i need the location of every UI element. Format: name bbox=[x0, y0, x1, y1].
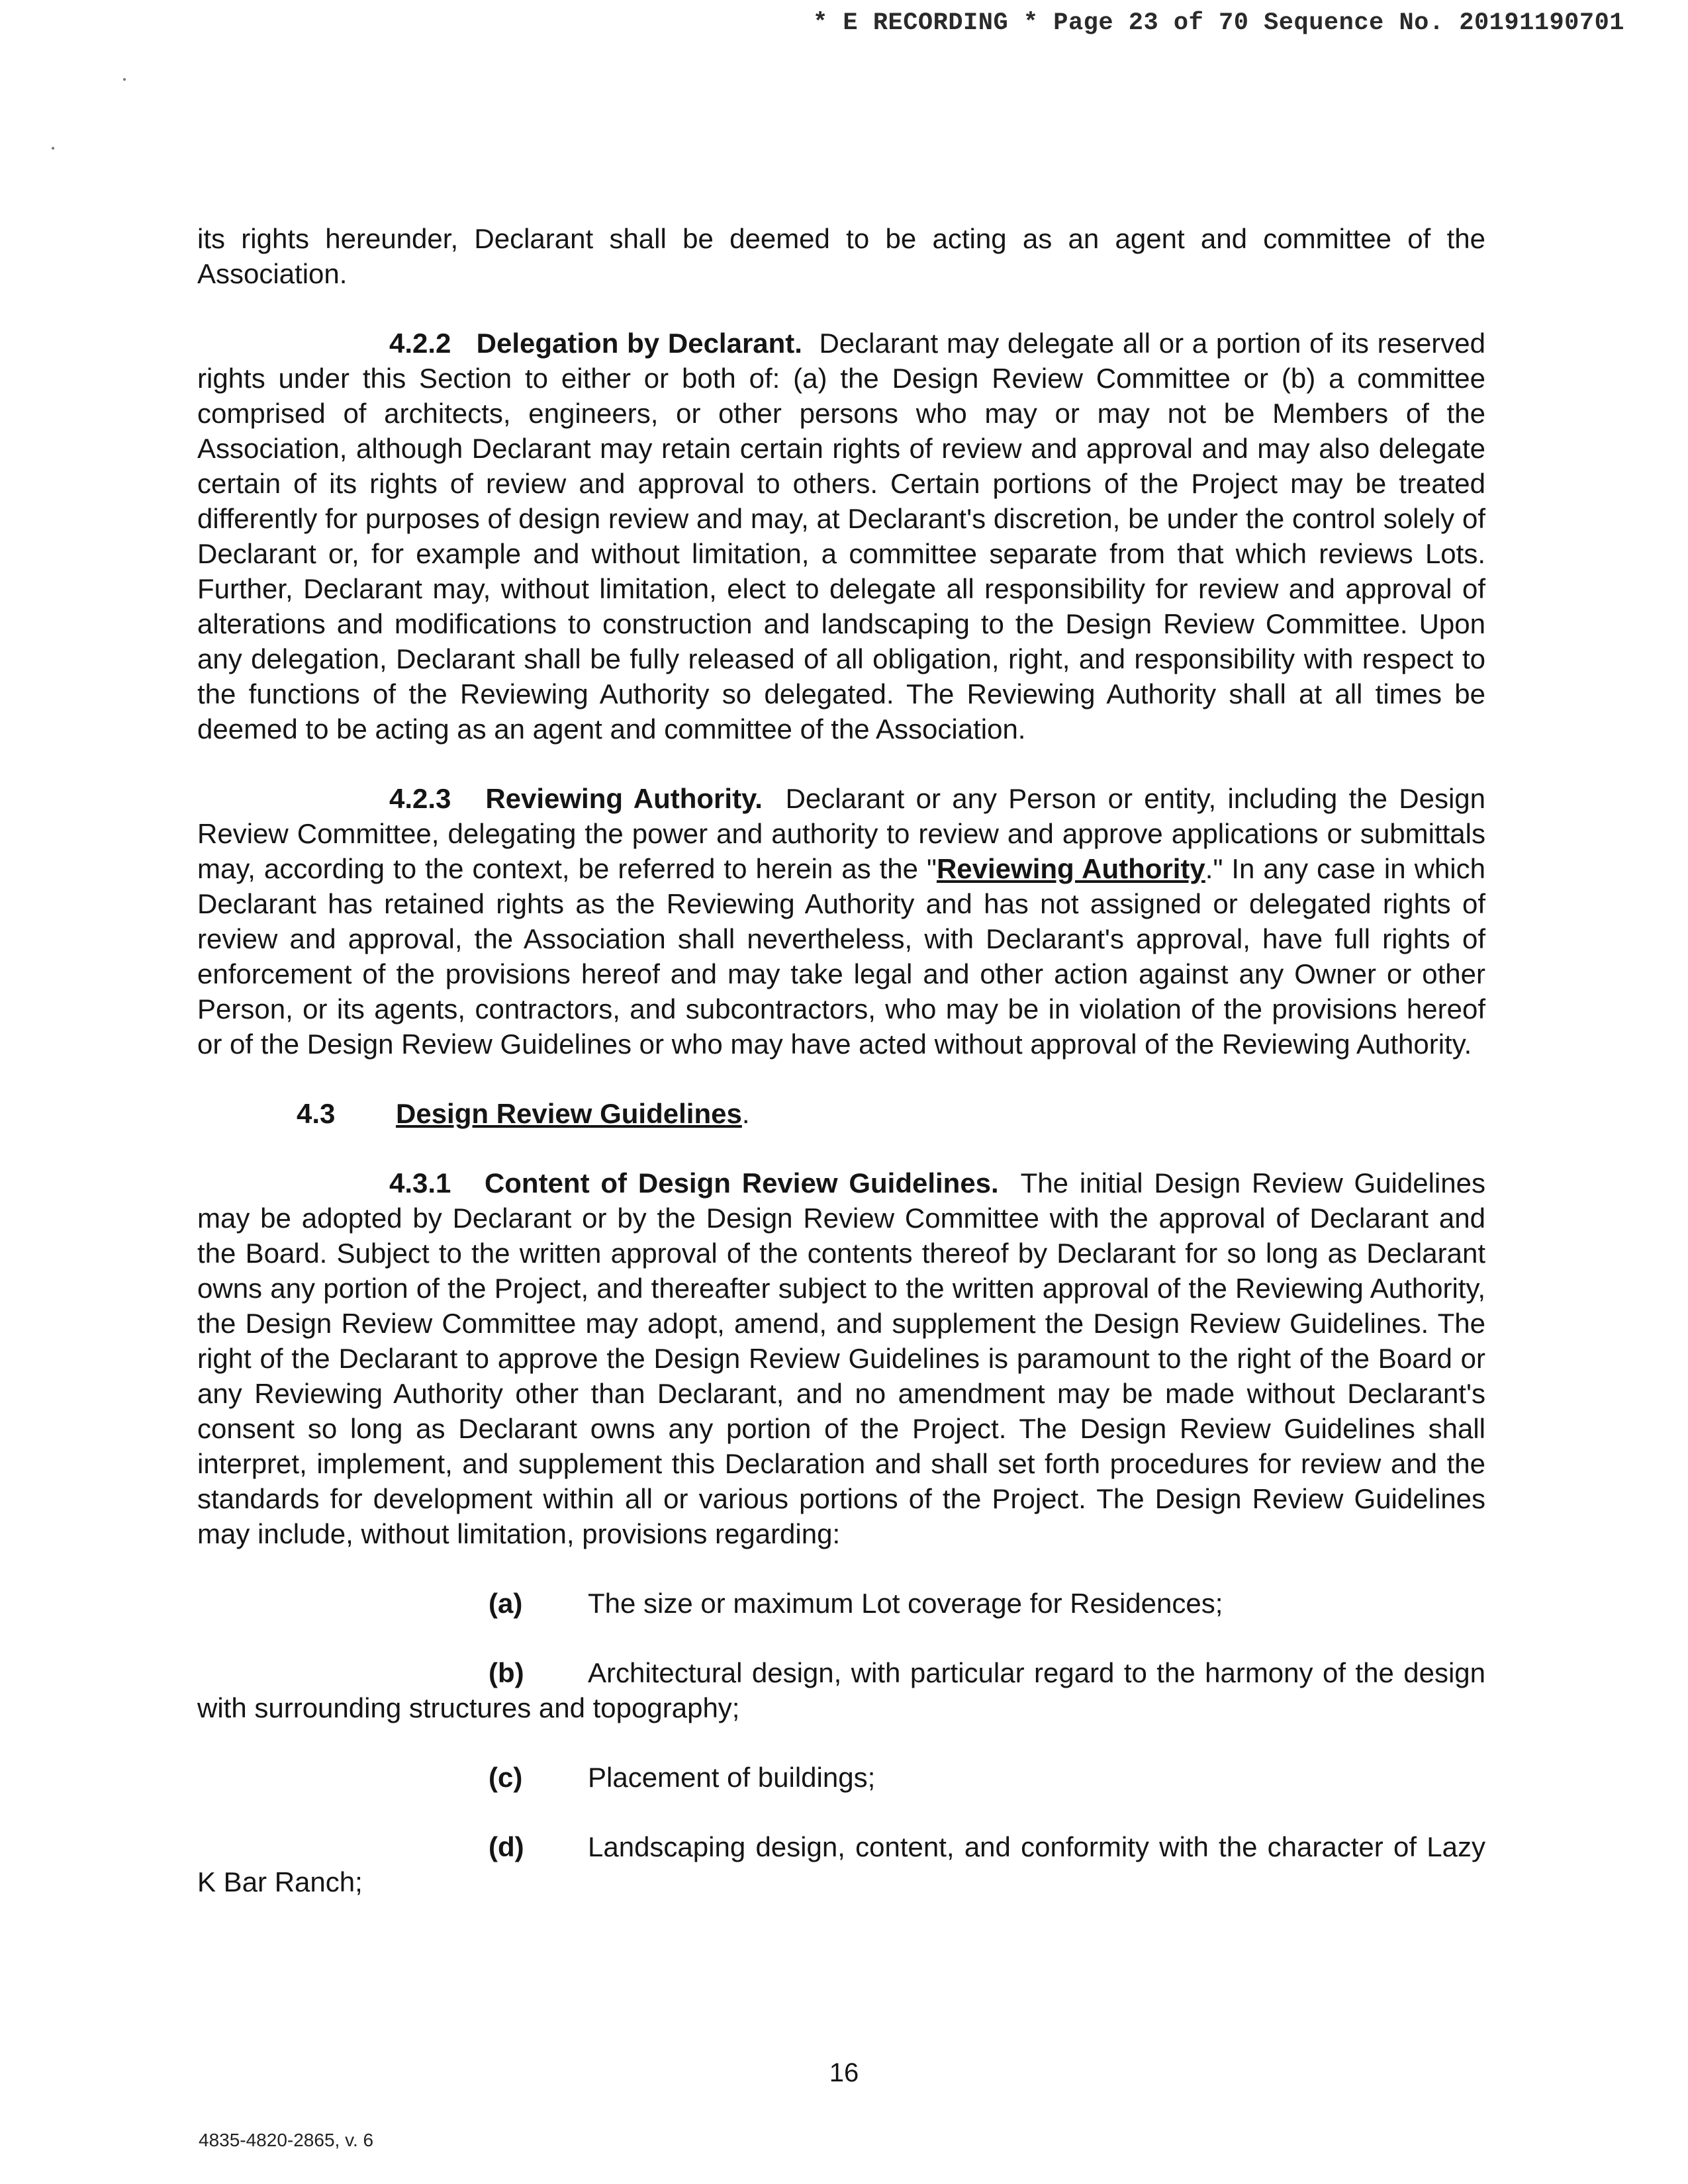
section-4-2-3: 4.2.3 Reviewing Authority. Declarant or any Person or entity, including the Design Review Committee, delegating the power and authority to review and approve applications or submittals may, according to the context, be referred to herein as the "Reviewing Authority." In any case in which Declarant has retained rights as the Reviewing Authority and has not assigned or delegated rights of review and approval, the Association shall nevertheless, with Declarant's approval, have full rights of enforcement of the provisions hereof and may take legal and other action against any Owner or other Person, or its agents, contractors, and subcontractors, who may be in violation of the provisions hereof or of the Design Review Guidelines or who may have acted without approval of the Reviewing Authority. bbox=[197, 783, 1485, 1060]
list-item bbox=[197, 1655, 1485, 1725]
section-title: Delegation by Declarant bbox=[476, 328, 795, 359]
item-label: (d) bbox=[489, 1831, 524, 1862]
section-4-2-2: 4.2.2 Delegation by Declarant. Declarant may delegate all or a portion of its reserved rights under this Section to either or both of: (a) the Design Review Committee or (b) a committee comprised of architects, engineers, or other persons who may or may not be Members of the Association, although Declarant may retain certain rights of review and approval and may also delegate certain of its rights of review and approval to others. Certain portions of the Project may be treated differently for purposes of design review and may, at Declarant's discretion, be under the control solely of Declarant or, for example and without limitation, a committee separate from that which reviews Lots. Further, Declarant may, without limitation, elect to delegate all responsibility for review and approval of alterations and modifications to construction and landscaping to the Design Review Committee. Upon any delegation, Declarant shall be fully released of all obligation, right, and responsibility with respect to the functions of the Reviewing Authority so delegated. The Reviewing Authority shall at all times be deemed to be acting as an agent and committee of the Association. bbox=[197, 328, 1486, 745]
section-number: 4.3 bbox=[297, 1098, 336, 1129]
scan-speck bbox=[123, 78, 126, 81]
list-item bbox=[197, 1586, 1485, 1621]
scan-speck bbox=[52, 147, 54, 150]
section-number: 4.2.3 bbox=[389, 783, 451, 814]
section-title: Content of Design Review Guidelines bbox=[484, 1167, 992, 1199]
item-label: (c) bbox=[489, 1762, 523, 1793]
section-text: Declarant may delegate all or a portion of its reserved rights under this Section to either or both of: (a) the Design Review Committee or (b) a committee comprised of architects, engineers, or other persons who may or may not be Members of the Association, although Declarant may retain certain rights of review and approval and may also delegate certain of its rights of review and approval to others. Certain portions of the Project may be treated differently for purposes of design review and may, at Declarant's discretion, be under the control solely of Declarant or, for example and without limitation, a committee separate from that which reviews Lots. Further, Declarant may, without limitation, elect to delegate all responsibility for review and approval of alterations and modifications to construction and landscaping to the Design Review Committee. Upon any delegation, Declarant shall be fully released of all obligation, right, and responsibility with respect to the functions of the Reviewing Authority so delegated. The Reviewing Authority shall at all times be deemed to be acting as an agent and committee of the Association. bbox=[197, 328, 1486, 745]
item-label: (b) bbox=[489, 1657, 524, 1688]
item-text: Landscaping design, content, and conformity with the character of Lazy K Bar Ranch; bbox=[197, 1831, 1485, 1897]
section-title: Design Review Guidelines bbox=[396, 1098, 742, 1129]
section-4-3-heading: 4.3 Design Review Guidelines. bbox=[197, 1096, 1485, 1131]
intro-paragraph: its rights hereunder, Declarant shall be deemed to be acting as an agent and committee of the Association. bbox=[197, 223, 1485, 289]
list-item bbox=[197, 1760, 1485, 1795]
page-number: 16 bbox=[829, 2058, 859, 2087]
section-text-part-b: ." In any case in which Declarant has retained rights as the Reviewing Authority and has not assigned or delegated rights of review and approval, the Association shall nevertheless, with Declarant's approval, have full rights of enforcement of the provisions hereof and may take legal and other action against any Owner or other Person, or its agents, contractors, and subcontractors, who may be in violation of the provisions hereof or of the Design Review Guidelines or who may have acted without approval of the Reviewing Authority. bbox=[197, 853, 1485, 1060]
item-text: Architectural design, with particular regard to the harmony of the design with surrounding structures and topography; bbox=[197, 1657, 1485, 1723]
recording-stamp: * E RECORDING * Page 23 of 70 Sequence No. 20191190701 bbox=[813, 9, 1624, 37]
item-text: The size or maximum Lot coverage for Residences; bbox=[588, 1588, 1223, 1619]
section-number: 4.2.2 bbox=[389, 328, 451, 359]
item-label: (a) bbox=[489, 1588, 523, 1619]
section-title: Reviewing Authority bbox=[485, 783, 755, 814]
section-text: The initial Design Review Guidelines may be adopted by Declarant or by the Design Review Committee with the approval of Declarant and the Board. Subject to the written approval of the contents thereof by Declarant for so long as Declarant owns any portion of the Project, and thereafter subject to the written approval of the Reviewing Authority, the Design Review Committee may adopt, amend, and supplement the Design Review Guidelines. The right of the Declarant to approve the Design Review Guidelines is paramount to the right of the Board or any Reviewing Authority other than Declarant, and no amendment may be made without Declarant's consent so long as Declarant owns any portion of the Project. The Design Review Guidelines shall interpret, implement, and supplement this Declaration and shall set forth procedures for review and the standards for development within all or various portions of the Project. The Design Review Guidelines may include, without limitation, provisions regarding: bbox=[197, 1167, 1485, 1549]
document-body bbox=[197, 221, 1485, 1934]
section-number: 4.3.1 bbox=[389, 1167, 451, 1199]
item-text: Placement of buildings; bbox=[588, 1762, 876, 1793]
section-4-3-1: 4.3.1 Content of Design Review Guidelines. The initial Design Review Guidelines may be adopted by Declarant or by the Design Review Committee with the approval of Declarant and the Board. Subject to the written approval of the contents thereof by Declarant for so long as Declarant owns any portion of the Project, and thereafter subject to the written approval of the Reviewing Authority, the Design Review Committee may adopt, amend, and supplement the Design Review Guidelines. The right of the Declarant to approve the Design Review Guidelines is paramount to the right of the Board or any Reviewing Authority other than Declarant, and no amendment may be made without Declarant's consent so long as Declarant owns any portion of the Project. The Design Review Guidelines shall interpret, implement, and supplement this Declaration and shall set forth procedures for review and the standards for development within all or various portions of the Project. The Design Review Guidelines may include, without limitation, provisions regarding: bbox=[197, 1167, 1485, 1549]
defined-term: Reviewing Authority bbox=[936, 853, 1205, 884]
document-id: 4835-4820-2865, v. 6 bbox=[199, 2130, 374, 2150]
list-item bbox=[197, 1829, 1485, 1899]
section-text-part-a: Declarant or any Person or entity, including the Design Review Committee, delegating the power and authority to review and approve applications or submittals may, according to the context, be referred to herein as the " bbox=[197, 783, 1485, 884]
